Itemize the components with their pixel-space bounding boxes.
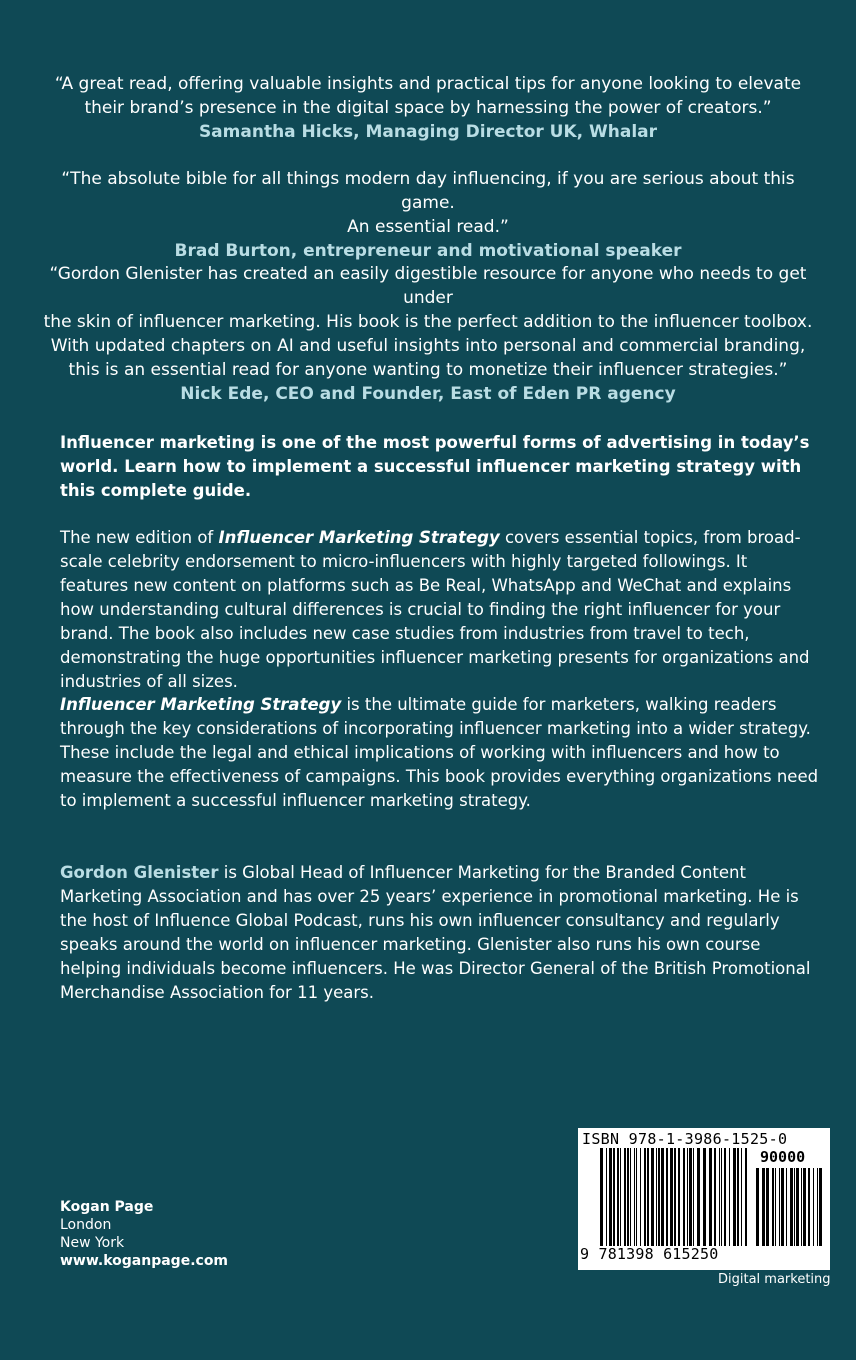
barcode-bar — [756, 1168, 759, 1246]
endorsement-quote-1 — [40, 72, 816, 144]
category-label: Digital marketing — [718, 1272, 831, 1287]
barcode-bar — [687, 1148, 688, 1246]
publisher-city: London — [60, 1217, 112, 1233]
barcode-bar — [644, 1148, 646, 1246]
barcode-bar — [724, 1148, 726, 1246]
barcode-bar — [661, 1148, 664, 1246]
barcode-bar — [786, 1168, 787, 1246]
barcode-bar — [808, 1168, 810, 1246]
blurb-intro: Influencer marketing is one of the most powerful forms of advertising in today’s world. Learn how to implement a successful influencer marketing strategy with this complete guide. — [60, 433, 810, 500]
publisher-block — [60, 1198, 228, 1270]
quote-line: With updated chapters on AI and useful insights into personal and commercial branding, — [50, 336, 806, 356]
para-text: covers essential topics, from broad-scale celebrity endorsement to micro-influencers with highly targeted followings. It features new content on platforms such as Be Real, WhatsApp and WeChat and explains how understanding cultural differences is crucial to finding the right influencer for your brand. The book also includes new case studies from industries from travel to tech, demonstrating the huge opportunities influencer marketing presents for organizations and industries of all sizes. — [60, 528, 810, 691]
barcode-bar — [627, 1148, 629, 1246]
barcode-bar — [666, 1148, 668, 1246]
barcode-bar — [781, 1168, 784, 1246]
barcode-bar — [772, 1168, 774, 1246]
barcode-bar — [703, 1148, 706, 1246]
quote-line: An essential read.” — [347, 217, 509, 237]
publisher-name: Kogan Page — [60, 1199, 154, 1215]
barcode-bar — [766, 1168, 769, 1246]
barcode-bar — [794, 1168, 795, 1246]
barcode-bar — [745, 1148, 747, 1246]
price-code: 90000 — [760, 1148, 806, 1166]
quote-line: their brand’s presence in the digital space by harnessing the power of creators.” — [84, 98, 772, 118]
barcode-bar — [600, 1148, 603, 1246]
quote-line: the skin of influencer marketing. His book is the perfect addition to the influencer toolbox. — [43, 312, 813, 332]
barcode-bar — [658, 1148, 660, 1246]
quote-attribution: Brad Burton, entrepreneur and motivational speaker — [174, 241, 682, 261]
barcode-bar — [617, 1148, 619, 1246]
publisher-city: New York — [60, 1235, 125, 1251]
blurb-paragraph-1 — [60, 526, 820, 694]
barcode-bar — [817, 1168, 818, 1246]
barcode-bar — [656, 1148, 657, 1246]
isbn-number: ISBN 978-1-3986-1525-0 — [582, 1130, 788, 1148]
barcode-bar — [790, 1168, 793, 1246]
barcode-bar — [636, 1148, 637, 1246]
barcode-bar — [689, 1148, 692, 1246]
author-bio-text: is Global Head of Influencer Marketing for the Branded Content Marketing Association and has over 25 years’ experience in promotional marketing. He is the host of Influence Global Podcast, runs his own influencer consultancy and regularly speaks around the world on influencer marketing. Glenister also runs his own course helping individuals become influencers. He was Director General of the British Promotional Merchandise Association for 11 years. — [60, 863, 811, 1002]
barcode-bar — [813, 1168, 814, 1246]
barcode-bar — [719, 1148, 720, 1246]
book-title: Influencer Marketing Strategy — [60, 695, 342, 714]
barcode-bar — [613, 1148, 615, 1246]
barcode-bar — [775, 1168, 776, 1246]
barcode-bar — [606, 1148, 607, 1246]
barcode-bar — [651, 1148, 654, 1246]
quote-attribution: Samantha Hicks, Managing Director UK, Whalar — [198, 122, 658, 142]
barcode-bar — [620, 1148, 621, 1246]
barcode-bar — [697, 1148, 700, 1246]
barcode-bar — [647, 1148, 649, 1246]
barcode-bar — [741, 1148, 742, 1246]
barcode-bar — [779, 1168, 780, 1246]
barcode-bar — [693, 1148, 694, 1246]
barcode-bar — [733, 1148, 736, 1246]
barcode-bar — [762, 1168, 765, 1246]
author-name: Gordon Glenister — [60, 863, 219, 882]
barcode-bar — [630, 1148, 631, 1246]
barcode-bars — [600, 1148, 750, 1246]
barcode-bar — [640, 1148, 641, 1246]
barcode-bar — [609, 1148, 612, 1246]
barcode-bar — [634, 1148, 635, 1246]
barcode-bar — [803, 1168, 806, 1246]
para-text: is the ultimate guide for marketers, walking readers through the key considerations of incorporating influencer marketing into a wider strategy. These include the legal and ethical implications of working with influencers and how to measure the effectiveness of campaigns. This book provides everything organizations need to implement a successful influencer marketing strategy. — [60, 695, 819, 810]
quote-line: this is an essential read for anyone wanting to monetize their influencer strategies.” — [68, 360, 788, 380]
addon-barcode-bars — [756, 1168, 822, 1246]
quote-line: “Gordon Glenister has created an easily digestible resource for anyone who needs to get under — [49, 264, 807, 308]
quote-line: “A great read, offering valuable insights and practical tips for anyone looking to elevate — [54, 74, 802, 94]
barcode-bar — [624, 1148, 626, 1246]
blurb-paragraph-2 — [60, 693, 820, 813]
quote-attribution: Nick Ede, CEO and Founder, East of Eden PR agency — [180, 384, 676, 404]
book-title: Influencer Marketing Strategy — [218, 528, 500, 547]
publisher-url: www.koganpage.com — [60, 1253, 229, 1269]
endorsement-quote-3 — [40, 262, 816, 406]
quote-line: “The absolute bible for all things modern day influencing, if you are serious about this game. — [61, 169, 795, 213]
endorsement-quote-2 — [40, 167, 816, 263]
isbn-barcode — [578, 1128, 830, 1270]
barcode-digits: 9 781398 615250 — [580, 1245, 719, 1263]
barcode-bar — [721, 1148, 722, 1246]
barcode-bar — [674, 1148, 676, 1246]
barcode-bar — [678, 1148, 680, 1246]
barcode-bar — [670, 1148, 673, 1246]
barcode-bar — [683, 1148, 685, 1246]
barcode-bar — [714, 1148, 716, 1246]
barcode-bar — [801, 1168, 802, 1246]
barcode-bar — [709, 1148, 712, 1246]
author-bio — [60, 861, 820, 1005]
barcode-bar — [729, 1148, 730, 1246]
barcode-bar — [737, 1148, 739, 1246]
para-text: The new edition of — [60, 528, 219, 547]
barcode-bar — [819, 1168, 822, 1246]
barcode-bar — [796, 1168, 799, 1246]
